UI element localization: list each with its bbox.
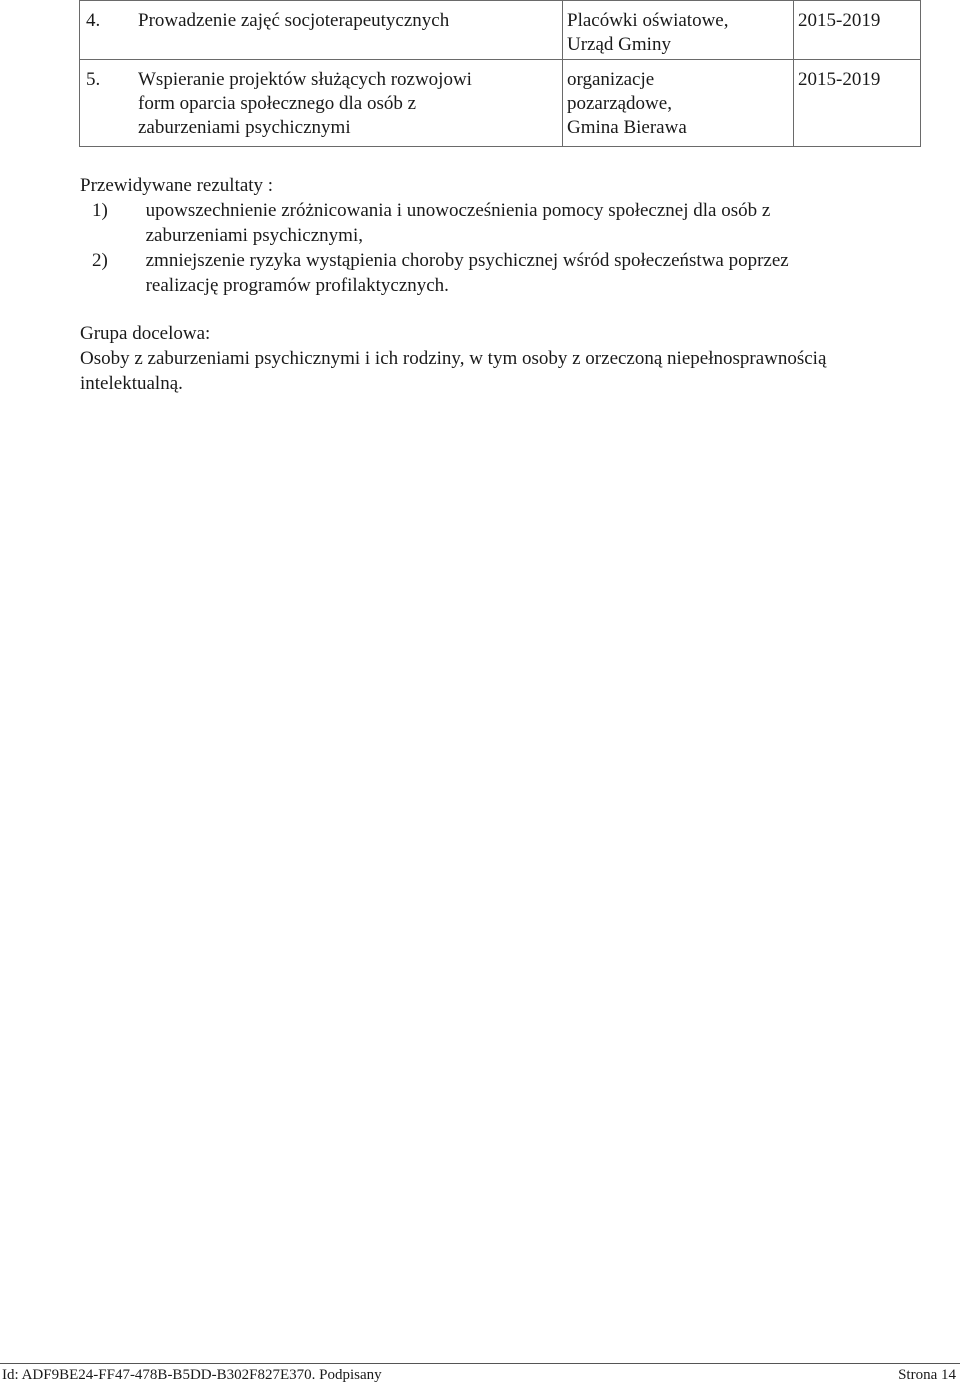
task-cell — [80, 60, 563, 147]
term-value: 2015-2019 — [798, 10, 881, 31]
tasks-table — [79, 0, 921, 147]
target-group-heading: Grupa docelowa: — [80, 323, 211, 344]
target-group-line: intelektualną. — [80, 373, 183, 394]
list-item-line: zmniejszenie ryzyka wystąpienia choroby psychicznej wśród społeczeństwa poprzez — [145, 250, 789, 271]
list-marker: 2) — [92, 250, 108, 271]
executor-cell — [563, 1, 794, 60]
target-group-section — [80, 321, 950, 396]
executor-line: pozarządowe, — [567, 93, 672, 114]
task-cell — [80, 1, 563, 60]
expected-results-list — [92, 198, 900, 298]
task-number: 4. — [86, 10, 101, 31]
list-marker: 1) — [92, 200, 108, 221]
page-number: Strona 14 — [898, 1367, 956, 1383]
term-cell — [794, 1, 921, 60]
expected-results-section — [80, 173, 900, 298]
term-value: 2015-2019 — [798, 69, 881, 90]
task-description-line: Wspieranie projektów służących rozwojowi — [138, 69, 472, 90]
list-item-line: realizację programów profilaktycznych. — [145, 275, 449, 296]
task-description-line: zaburzeniami psychicznymi — [138, 117, 351, 138]
executor-line: Placówki oświatowe, — [567, 10, 729, 31]
task-number: 5. — [86, 69, 101, 90]
list-item — [92, 198, 900, 248]
table-row — [80, 1, 921, 60]
executor-line: Urząd Gminy — [567, 34, 671, 55]
page-footer — [0, 1363, 960, 1385]
executor-line: Gmina Bierawa — [567, 117, 687, 138]
expected-results-heading: Przewidywane rezultaty : — [80, 175, 274, 196]
target-group-line: Osoby z zaburzeniami psychicznymi i ich rodziny, w tym osoby z orzeczoną niepełnosprawnością — [80, 348, 827, 369]
list-item-line: zaburzeniami psychicznymi, — [145, 225, 363, 246]
list-item-line: upowszechnienie zróżnicowania i unowocześnienia pomocy społecznej dla osób z — [145, 200, 771, 221]
list-item — [92, 248, 900, 298]
table-row — [80, 60, 921, 147]
executor-cell — [563, 60, 794, 147]
executor-line: organizacje — [567, 69, 655, 90]
term-cell — [794, 60, 921, 147]
task-description: Prowadzenie zajęć socjoterapeutycznych — [138, 10, 450, 31]
task-description-line: form oparcia społecznego dla osób z — [138, 93, 417, 114]
document-id: Id: ADF9BE24-FF47-478B-B5DD-B302F827E370. Podpisany — [2, 1367, 382, 1383]
